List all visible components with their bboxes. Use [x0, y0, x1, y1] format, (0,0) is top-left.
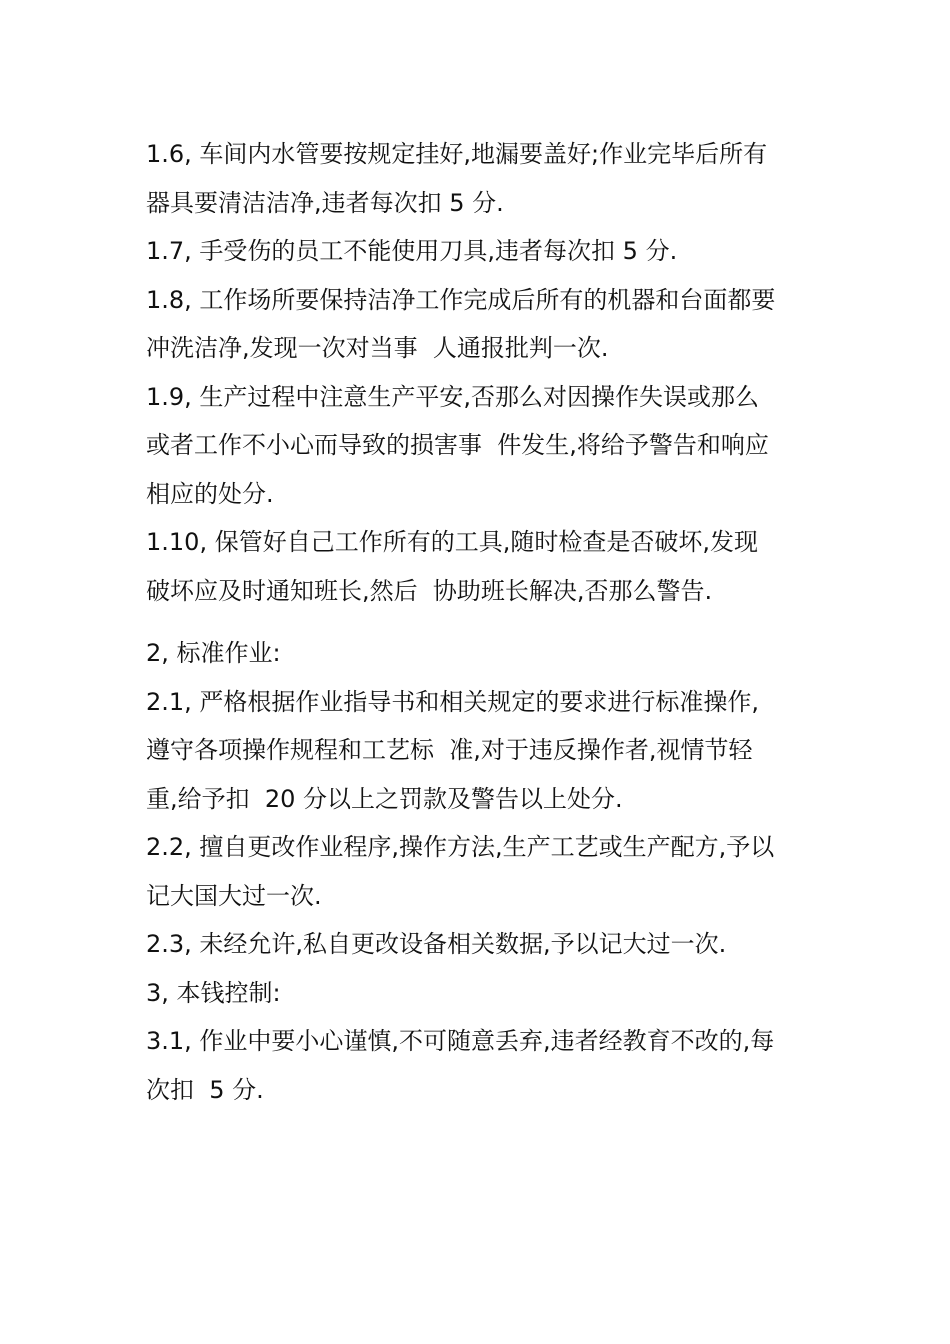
text-line: 冲洗洁净,发现一次对当事 人通报批判一次.: [146, 334, 609, 362]
text-line: 遵守各项操作规程和工艺标 准,对于违反操作者,视情节轻: [146, 736, 753, 764]
section-heading: 3, 本钱控制:: [146, 978, 281, 1007]
text-line: 器具要清洁洁净,违者每次扣 5 分.: [146, 188, 504, 217]
text-line: 1.7, 手受伤的员工不能使用刀具,违者每次扣 5 分.: [146, 237, 678, 265]
text-line: 重,给予扣 20 分以上之罚款及警告以上处分.: [146, 784, 623, 813]
text-line: 1.9, 生产过程中注意生产平安,否那么对因操作失误或那么: [146, 382, 760, 411]
section-heading: 2, 标准作业:: [146, 639, 281, 667]
text-line: 或者工作不小心而导致的损害事 件发生,将给予警告和响应: [146, 431, 769, 459]
text-line: 1.10, 保管好自己工作所有的工具,随时检查是否破坏,发现: [146, 528, 758, 556]
text-line: 3.1, 作业中要小心谨慎,不可随意丢弃,违者经教育不改的,每: [146, 1027, 775, 1055]
text-line: 次扣 5 分.: [146, 1075, 264, 1104]
text-line: 相应的处分.: [146, 479, 274, 508]
text-line: 1.6, 车间内水管要按规定挂好,地漏要盖好;作业完毕后所有: [146, 140, 768, 168]
text-line: 2.1, 严格根据作业指导书和相关规定的要求进行标准操作,: [146, 687, 760, 716]
text-line: 记大国大过一次.: [146, 881, 322, 910]
text-line: 2.3, 未经允许,私自更改设备相关数据,予以记大过一次.: [146, 930, 727, 958]
text-line: 破坏应及时通知班长,然后 协助班长解决,否那么警告.: [146, 576, 713, 605]
document-body: [146, 130, 816, 1114]
text-line: 1.8, 工作场所要保持洁净工作完成后所有的机器和台面都要: [146, 285, 776, 314]
text-line: 2.2, 擅自更改作业程序,操作方法,生产工艺或生产配方,予以: [146, 833, 775, 861]
